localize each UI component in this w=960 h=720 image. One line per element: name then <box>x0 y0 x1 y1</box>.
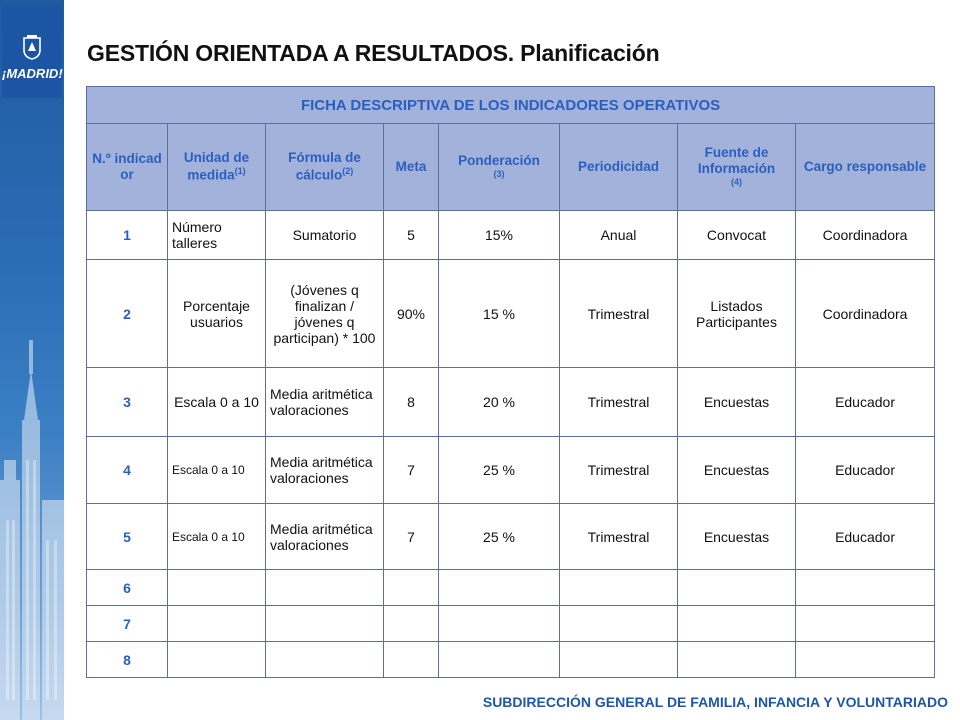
cell-unidad <box>168 570 266 606</box>
cell-cargo: Coordinadora <box>796 260 935 368</box>
cell-numero: 2 <box>87 260 168 368</box>
cell-fuente: Encuestas <box>678 368 796 437</box>
cell-numero: 1 <box>87 211 168 260</box>
cell-formula: (Jóvenes q finalizan / jóvenes q participan) * 100 <box>266 260 384 368</box>
cell-formula <box>266 642 384 678</box>
cell-cargo: Educador <box>796 368 935 437</box>
cell-formula: Media aritmética valoraciones <box>266 504 384 570</box>
cell-ponderacion <box>439 606 560 642</box>
table-row <box>87 437 935 504</box>
cell-meta <box>384 570 439 606</box>
cell-unidad <box>168 642 266 678</box>
cell-numero: 3 <box>87 368 168 437</box>
cell-unidad: Escala 0 a 10 <box>168 437 266 504</box>
cell-meta: 7 <box>384 437 439 504</box>
cell-periodicidad <box>560 642 678 678</box>
cell-ponderacion <box>439 642 560 678</box>
cell-periodicidad <box>560 570 678 606</box>
city-skyline-image <box>0 300 64 720</box>
header-fuente: Fuente de Información (4) <box>678 124 796 211</box>
table-row <box>87 211 935 260</box>
header-numero: N.º indicad or <box>87 124 168 211</box>
header-formula: Fórmula de cálculo$^{(2)}$ <box>266 124 384 211</box>
cell-unidad <box>168 606 266 642</box>
cell-meta: 90% <box>384 260 439 368</box>
cell-ponderacion: 15% <box>439 211 560 260</box>
table-row <box>87 606 935 642</box>
cell-ponderacion: 25 % <box>439 504 560 570</box>
table-row <box>87 642 935 678</box>
cell-meta <box>384 606 439 642</box>
cell-numero: 5 <box>87 504 168 570</box>
cell-unidad: Número talleres <box>168 211 266 260</box>
cell-fuente: Listados Participantes <box>678 260 796 368</box>
cell-unidad: Escala 0 a 10 <box>168 504 266 570</box>
cell-fuente <box>678 570 796 606</box>
logo-text: ¡MADRID! <box>2 66 63 81</box>
cell-cargo: Educador <box>796 437 935 504</box>
cell-fuente: Encuestas <box>678 504 796 570</box>
cell-ponderacion: 15 % <box>439 260 560 368</box>
cell-numero: 6 <box>87 570 168 606</box>
cell-cargo <box>796 570 935 606</box>
cell-periodicidad: Trimestral <box>560 368 678 437</box>
cell-cargo <box>796 606 935 642</box>
decorative-sidebar <box>0 0 64 720</box>
page-title: GESTIÓN ORIENTADA A RESULTADOS. Planificación <box>87 40 660 66</box>
cell-formula: Media aritmética valoraciones <box>266 437 384 504</box>
cell-meta: 8 <box>384 368 439 437</box>
cell-fuente: Convocat <box>678 211 796 260</box>
table-row <box>87 368 935 437</box>
cell-cargo: Educador <box>796 504 935 570</box>
madrid-crest-icon <box>21 34 43 60</box>
cell-formula <box>266 570 384 606</box>
indicator-table <box>86 86 935 678</box>
cell-meta: 7 <box>384 504 439 570</box>
cell-unidad: Escala 0 a 10 <box>168 368 266 437</box>
cell-periodicidad: Trimestral <box>560 504 678 570</box>
header-meta: Meta <box>384 124 439 211</box>
cell-ponderacion <box>439 570 560 606</box>
cell-fuente: Encuestas <box>678 437 796 504</box>
table-banner: FICHA DESCRIPTIVA DE LOS INDICADORES OPERATIVOS <box>87 87 935 124</box>
cell-fuente <box>678 642 796 678</box>
cell-unidad: Porcentaje usuarios <box>168 260 266 368</box>
footer-department: SUBDIRECCIÓN GENERAL DE FAMILIA, INFANCIA Y VOLUNTARIADO <box>482 694 948 710</box>
header-ponderacion: Ponderación (3) <box>439 124 560 211</box>
header-unidad: Unidad de medida$^{(1)}$ <box>168 124 266 211</box>
cell-cargo: Coordinadora <box>796 211 935 260</box>
cell-periodicidad <box>560 606 678 642</box>
cell-ponderacion: 20 % <box>439 368 560 437</box>
table-row <box>87 260 935 368</box>
table-header-row <box>87 124 935 211</box>
cell-periodicidad: Trimestral <box>560 437 678 504</box>
cell-formula: Sumatorio <box>266 211 384 260</box>
cell-periodicidad: Anual <box>560 211 678 260</box>
cell-numero: 7 <box>87 606 168 642</box>
table-row <box>87 570 935 606</box>
cell-meta <box>384 642 439 678</box>
cell-fuente <box>678 606 796 642</box>
cell-formula <box>266 606 384 642</box>
cell-periodicidad: Trimestral <box>560 260 678 368</box>
cell-numero: 4 <box>87 437 168 504</box>
cell-ponderacion: 25 % <box>439 437 560 504</box>
madrid-logo <box>2 6 62 98</box>
table-row <box>87 504 935 570</box>
cell-formula: Media aritmética valoraciones <box>266 368 384 437</box>
header-cargo: Cargo responsable <box>796 124 935 211</box>
cell-cargo <box>796 642 935 678</box>
cell-meta: 5 <box>384 211 439 260</box>
cell-numero: 8 <box>87 642 168 678</box>
header-periodicidad: Periodicidad <box>560 124 678 211</box>
indicator-table-container <box>86 86 934 678</box>
